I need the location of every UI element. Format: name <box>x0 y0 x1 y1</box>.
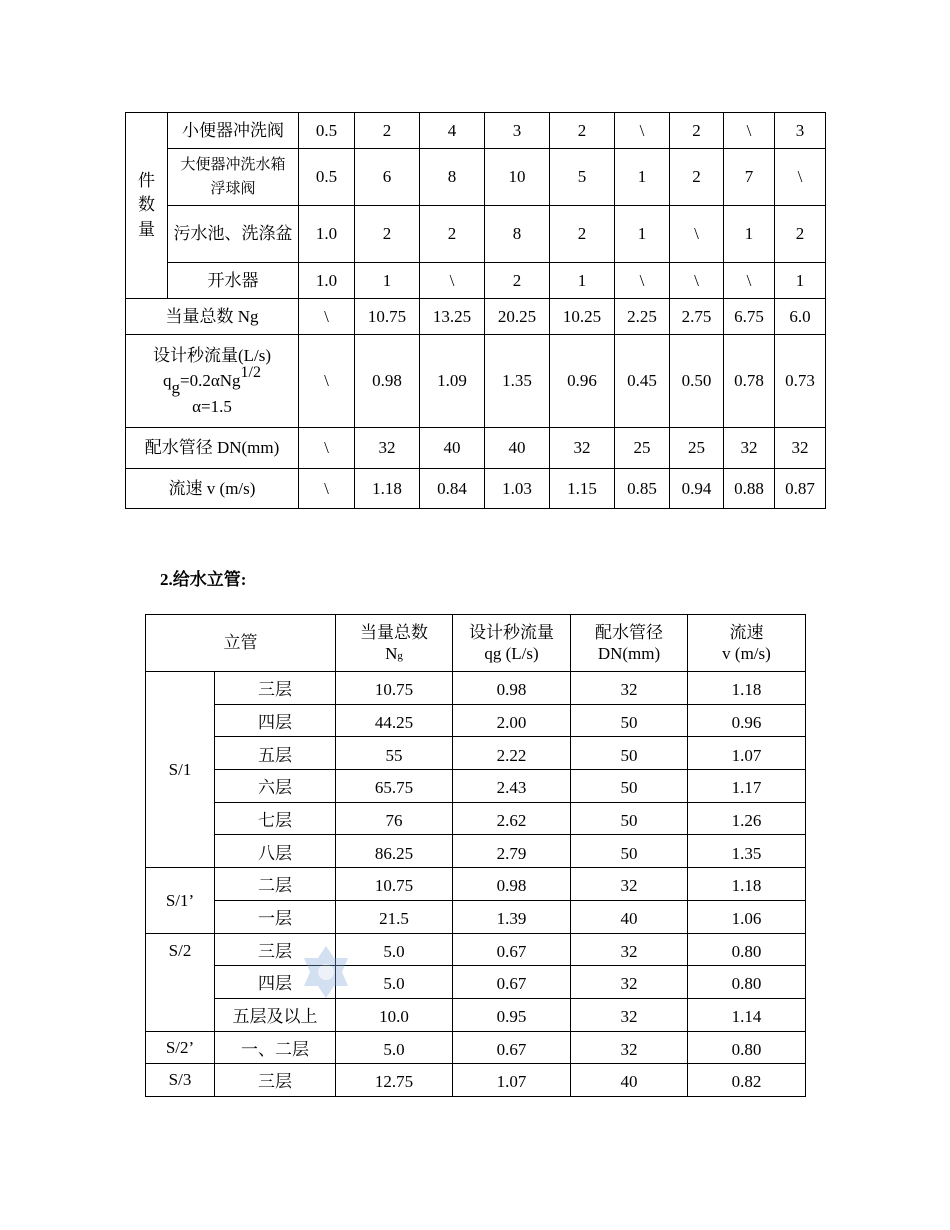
velocity-row-label: 流速 v (m/s) <box>126 469 299 509</box>
value-cell: 1 <box>355 263 420 299</box>
total-row-label: 当量总数 Ng <box>126 299 299 335</box>
value-cell: 32 <box>571 1031 688 1064</box>
value-cell: 0.78 <box>724 335 775 428</box>
value-cell: 2.79 <box>453 835 571 868</box>
value-cell: 0.5 <box>299 149 355 206</box>
value-cell: 8 <box>420 149 485 206</box>
riser-row <box>146 835 806 868</box>
value-cell: 1.09 <box>420 335 485 428</box>
value-cell: 1 <box>724 206 775 263</box>
value-cell: \ <box>615 113 670 149</box>
value-cell: 1.17 <box>688 770 806 803</box>
value-cell: \ <box>299 299 355 335</box>
value-cell: 25 <box>670 428 724 469</box>
header-riser: 立管 <box>146 615 336 672</box>
value-cell: 1 <box>550 263 615 299</box>
value-cell: 2 <box>670 149 724 206</box>
value-cell: 2 <box>355 206 420 263</box>
floor-label: 四层 <box>215 966 336 999</box>
value-cell: 1.07 <box>688 737 806 770</box>
value-cell: 1 <box>615 149 670 206</box>
value-cell: 25 <box>615 428 670 469</box>
riser-row <box>146 737 806 770</box>
value-cell: 0.5 <box>299 113 355 149</box>
value-cell: 10.0 <box>336 998 453 1031</box>
header-velocity: 流速 v (m/s) <box>688 615 806 672</box>
fixture-row <box>126 149 826 206</box>
value-cell: 5.0 <box>336 933 453 966</box>
value-cell: \ <box>670 263 724 299</box>
riser-row <box>146 672 806 705</box>
floor-label: 三层 <box>215 672 336 705</box>
header-flow: 设计秒流量 qg (L/s) <box>453 615 571 672</box>
value-cell: 0.96 <box>550 335 615 428</box>
value-cell: 1.03 <box>485 469 550 509</box>
value-cell: 3 <box>775 113 826 149</box>
value-cell: 32 <box>724 428 775 469</box>
value-cell: 8 <box>485 206 550 263</box>
value-cell: 1.26 <box>688 802 806 835</box>
value-cell: 1 <box>775 263 826 299</box>
value-cell: 40 <box>571 1064 688 1097</box>
value-cell: 0.80 <box>688 933 806 966</box>
value-cell: 1.15 <box>550 469 615 509</box>
value-cell: 0.73 <box>775 335 826 428</box>
value-cell: 2.00 <box>453 704 571 737</box>
floor-label: 五层 <box>215 737 336 770</box>
value-cell: \ <box>299 335 355 428</box>
value-cell: 6.75 <box>724 299 775 335</box>
value-cell: 0.80 <box>688 1031 806 1064</box>
value-cell: 2 <box>355 113 420 149</box>
header-dn: 配水管径 DN(mm) <box>571 615 688 672</box>
value-cell: 1.06 <box>688 900 806 933</box>
dn-row-label: 配水管径 DN(mm) <box>126 428 299 469</box>
dn-row <box>126 428 826 469</box>
total-row <box>126 299 826 335</box>
riser-row <box>146 868 806 901</box>
value-cell: 13.25 <box>420 299 485 335</box>
fixture-row <box>126 113 826 149</box>
value-cell: 2 <box>420 206 485 263</box>
value-cell: 0.95 <box>453 998 571 1031</box>
value-cell: 10.75 <box>336 868 453 901</box>
value-cell: 0.94 <box>670 469 724 509</box>
value-cell: 32 <box>775 428 826 469</box>
value-cell: 0.98 <box>355 335 420 428</box>
value-cell: 32 <box>571 998 688 1031</box>
value-cell: 50 <box>571 802 688 835</box>
value-cell: 12.75 <box>336 1064 453 1097</box>
value-cell: 1.0 <box>299 206 355 263</box>
riser-table <box>145 614 806 1097</box>
value-cell: 2 <box>670 113 724 149</box>
value-cell: \ <box>615 263 670 299</box>
value-cell: 7 <box>724 149 775 206</box>
value-cell: 40 <box>420 428 485 469</box>
floor-label: 四层 <box>215 704 336 737</box>
value-cell: 0.87 <box>775 469 826 509</box>
floor-label: 八层 <box>215 835 336 868</box>
value-cell: 32 <box>571 933 688 966</box>
value-cell: 10 <box>485 149 550 206</box>
value-cell: \ <box>724 263 775 299</box>
value-cell: 6.0 <box>775 299 826 335</box>
value-cell: 2.25 <box>615 299 670 335</box>
value-cell: 0.67 <box>453 966 571 999</box>
fixture-row <box>126 206 826 263</box>
flow-formula: qg=0.2αNg1/2 <box>163 364 261 397</box>
value-cell: 1.18 <box>355 469 420 509</box>
value-cell: 2.62 <box>453 802 571 835</box>
value-cell: 10.75 <box>355 299 420 335</box>
value-cell: 55 <box>336 737 453 770</box>
riser-row <box>146 770 806 803</box>
value-cell: \ <box>299 469 355 509</box>
section-title: 2.给水立管: <box>160 570 247 589</box>
value-cell: 0.85 <box>615 469 670 509</box>
riser-row <box>146 1031 806 1064</box>
value-cell: 32 <box>571 868 688 901</box>
value-cell: 0.88 <box>724 469 775 509</box>
flow-row <box>126 335 826 428</box>
riser-row <box>146 900 806 933</box>
value-cell: 10.75 <box>336 672 453 705</box>
value-cell: 50 <box>571 770 688 803</box>
value-cell: 10.25 <box>550 299 615 335</box>
riser-id: S/1’ <box>146 868 215 933</box>
value-cell: 21.5 <box>336 900 453 933</box>
fixture-name: 污水池、洗涤盆 <box>168 206 299 263</box>
riser-row <box>146 933 806 966</box>
riser-row <box>146 802 806 835</box>
value-cell: 50 <box>571 835 688 868</box>
riser-row <box>146 998 806 1031</box>
riser-id: S/1 <box>146 672 215 868</box>
value-cell: 1.14 <box>688 998 806 1031</box>
floor-label: 七层 <box>215 802 336 835</box>
riser-id: S/3 <box>146 1064 215 1097</box>
riser-id: S/2’ <box>146 1031 215 1064</box>
value-cell: 40 <box>485 428 550 469</box>
value-cell: 0.67 <box>453 1031 571 1064</box>
riser-id: S/2 <box>146 933 215 1031</box>
floor-label: 一层 <box>215 900 336 933</box>
value-cell: 1.39 <box>453 900 571 933</box>
value-cell: 65.75 <box>336 770 453 803</box>
value-cell: 3 <box>485 113 550 149</box>
fixture-flow-table <box>125 112 826 509</box>
value-cell: 1.35 <box>485 335 550 428</box>
value-cell: 5 <box>550 149 615 206</box>
floor-label: 六层 <box>215 770 336 803</box>
fixture-row <box>126 263 826 299</box>
value-cell: 2 <box>485 263 550 299</box>
value-cell: 0.84 <box>420 469 485 509</box>
value-cell: 4 <box>420 113 485 149</box>
velocity-row <box>126 469 826 509</box>
value-cell: 86.25 <box>336 835 453 868</box>
header-ng: 当量总数 Ng <box>336 615 453 672</box>
value-cell: 32 <box>550 428 615 469</box>
value-cell: 5.0 <box>336 966 453 999</box>
value-cell: \ <box>420 263 485 299</box>
value-cell: 32 <box>355 428 420 469</box>
value-cell: 0.67 <box>453 933 571 966</box>
riser-row <box>146 1064 806 1097</box>
floor-label: 三层 <box>215 933 336 966</box>
value-cell: 2 <box>550 206 615 263</box>
value-cell: 32 <box>571 672 688 705</box>
snowflake-logo-icon <box>298 944 354 1000</box>
value-cell: \ <box>670 206 724 263</box>
value-cell: 0.98 <box>453 868 571 901</box>
riser-row <box>146 704 806 737</box>
value-cell: 40 <box>571 900 688 933</box>
value-cell: 0.98 <box>453 672 571 705</box>
value-cell: 1.18 <box>688 672 806 705</box>
floor-label: 三层 <box>215 1064 336 1097</box>
riser-row <box>146 966 806 999</box>
value-cell: 1.07 <box>453 1064 571 1097</box>
floor-label: 五层及以上 <box>215 998 336 1031</box>
value-cell: 1.0 <box>299 263 355 299</box>
value-cell: 2.75 <box>670 299 724 335</box>
fixture-name: 小便器冲洗阀 <box>168 113 299 149</box>
value-cell: 2 <box>775 206 826 263</box>
riser-table-header <box>146 615 806 672</box>
value-cell: 76 <box>336 802 453 835</box>
value-cell: 2 <box>550 113 615 149</box>
flow-row-label: 设计秒流量(L/s) qg=0.2αNg1/2 α=1.5 <box>126 335 299 428</box>
value-cell: 44.25 <box>336 704 453 737</box>
fixture-name: 开水器 <box>168 263 299 299</box>
value-cell: 1.35 <box>688 835 806 868</box>
fixture-name: 大便器冲洗水箱浮球阀 <box>168 149 299 206</box>
value-cell: \ <box>299 428 355 469</box>
value-cell: 6 <box>355 149 420 206</box>
group-label: 件 数 量 <box>126 113 168 299</box>
value-cell: 0.82 <box>688 1064 806 1097</box>
floor-label: 一、二层 <box>215 1031 336 1064</box>
value-cell: 50 <box>571 737 688 770</box>
value-cell: 1.18 <box>688 868 806 901</box>
floor-label: 二层 <box>215 868 336 901</box>
value-cell: 50 <box>571 704 688 737</box>
value-cell: 0.45 <box>615 335 670 428</box>
value-cell: 0.50 <box>670 335 724 428</box>
value-cell: 2.22 <box>453 737 571 770</box>
value-cell: 0.80 <box>688 966 806 999</box>
value-cell: 5.0 <box>336 1031 453 1064</box>
value-cell: \ <box>724 113 775 149</box>
value-cell: 0.96 <box>688 704 806 737</box>
value-cell: 20.25 <box>485 299 550 335</box>
value-cell: 2.43 <box>453 770 571 803</box>
value-cell: 32 <box>571 966 688 999</box>
value-cell: 1 <box>615 206 670 263</box>
value-cell: \ <box>775 149 826 206</box>
